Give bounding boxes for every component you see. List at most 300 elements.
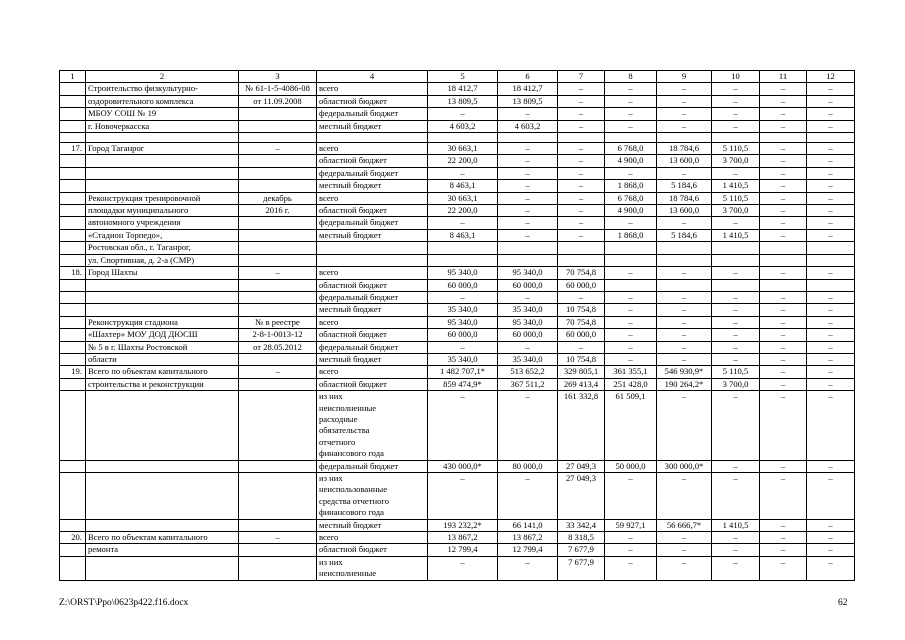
funding-source-cell bbox=[317, 133, 428, 143]
year-value-9-cell: – bbox=[657, 304, 712, 316]
year-value-10-cell: 3 700,0 bbox=[712, 378, 760, 390]
funding-source-cell: всего bbox=[317, 83, 428, 95]
year-value-9-cell: – bbox=[657, 341, 712, 353]
object-name-cell bbox=[86, 180, 239, 192]
year-value-12-cell: – bbox=[807, 532, 855, 544]
row-number-cell: 18. bbox=[60, 267, 86, 279]
funding-source-cell: всего bbox=[317, 143, 428, 155]
year-value-6-cell: 60 000,0 bbox=[498, 329, 558, 341]
total-value-cell: – bbox=[428, 108, 498, 120]
row-number-cell bbox=[60, 192, 86, 204]
object-name-cell bbox=[86, 519, 239, 531]
object-name-cell bbox=[86, 167, 239, 179]
year-value-10-cell bbox=[712, 242, 760, 254]
year-value-7-cell: 7 677,9 bbox=[558, 544, 605, 556]
total-value-cell: 4 603,2 bbox=[428, 120, 498, 132]
document-ref-cell bbox=[239, 353, 317, 365]
year-value-10-cell: – bbox=[712, 304, 760, 316]
year-value-11-cell: – bbox=[760, 519, 807, 531]
year-value-9-cell: – bbox=[657, 267, 712, 279]
funding-source-cell: областной бюджет bbox=[317, 378, 428, 390]
object-name-cell: ремонта bbox=[86, 544, 239, 556]
document-ref-cell: от 28.05.2012 bbox=[239, 341, 317, 353]
object-name-cell: Всего по объектам капитального bbox=[86, 366, 239, 378]
year-value-11-cell: – bbox=[760, 205, 807, 217]
year-value-12-cell: – bbox=[807, 229, 855, 241]
year-value-11-cell: – bbox=[760, 120, 807, 132]
year-value-6-cell: – bbox=[498, 229, 558, 241]
document-ref-cell bbox=[239, 167, 317, 179]
object-name-cell: Реконструкция тренировочной bbox=[86, 192, 239, 204]
object-name-cell bbox=[86, 460, 239, 472]
header-cell: 11 bbox=[760, 71, 807, 83]
year-value-8-cell bbox=[605, 254, 657, 266]
year-value-9-cell: 300 000,0* bbox=[657, 460, 712, 472]
object-name-cell: Строительство физкультурно- bbox=[86, 83, 239, 95]
year-value-8-cell: 61 509,1 bbox=[605, 391, 657, 460]
year-value-8-cell: – bbox=[605, 556, 657, 580]
year-value-6-cell: 66 141,0 bbox=[498, 519, 558, 531]
year-value-8-cell: – bbox=[605, 532, 657, 544]
row-number-cell bbox=[60, 329, 86, 341]
year-value-12-cell: – bbox=[807, 267, 855, 279]
funding-source-cell: областной бюджет bbox=[317, 544, 428, 556]
table-row bbox=[60, 205, 855, 217]
year-value-9-cell: – bbox=[657, 95, 712, 107]
year-value-6-cell: 4 603,2 bbox=[498, 120, 558, 132]
row-number-cell bbox=[60, 304, 86, 316]
row-number-cell bbox=[60, 341, 86, 353]
year-value-8-cell: – bbox=[605, 304, 657, 316]
year-value-7-cell: 329 805,1 bbox=[558, 366, 605, 378]
year-value-8-cell: – bbox=[605, 267, 657, 279]
year-value-10-cell bbox=[712, 279, 760, 291]
total-value-cell bbox=[428, 254, 498, 266]
year-value-11-cell: – bbox=[760, 316, 807, 328]
funding-source-cell: местный бюджет bbox=[317, 229, 428, 241]
row-number-cell bbox=[60, 556, 86, 580]
total-value-cell: 1 482 707,1* bbox=[428, 366, 498, 378]
year-value-7-cell: – bbox=[558, 120, 605, 132]
year-value-7-cell: – bbox=[558, 205, 605, 217]
object-name-cell: «Шахтер» МОУ ДОД ДЮСШ bbox=[86, 329, 239, 341]
table-row bbox=[60, 341, 855, 353]
year-value-11-cell: – bbox=[760, 353, 807, 365]
row-number-cell bbox=[60, 95, 86, 107]
row-number-cell bbox=[60, 108, 86, 120]
year-value-7-cell: 27 049,3 bbox=[558, 460, 605, 472]
year-value-10-cell: – bbox=[712, 316, 760, 328]
year-value-8-cell: 6 768,0 bbox=[605, 143, 657, 155]
year-value-6-cell: 95 340,0 bbox=[498, 267, 558, 279]
table-row bbox=[60, 532, 855, 544]
year-value-6-cell: – bbox=[498, 291, 558, 303]
year-value-8-cell: 251 428,0 bbox=[605, 378, 657, 390]
table-row bbox=[60, 242, 855, 254]
year-value-7-cell: – bbox=[558, 167, 605, 179]
year-value-11-cell: – bbox=[760, 192, 807, 204]
table-row bbox=[60, 167, 855, 179]
total-value-cell: 8 463,1 bbox=[428, 229, 498, 241]
document-ref-cell: 2016 г. bbox=[239, 205, 317, 217]
document-ref-cell bbox=[239, 391, 317, 460]
row-number-cell bbox=[60, 133, 86, 143]
funding-source-cell bbox=[317, 254, 428, 266]
table-row bbox=[60, 192, 855, 204]
table-row bbox=[60, 83, 855, 95]
object-name-cell bbox=[86, 556, 239, 580]
object-name-cell: оздоровительного комплекса bbox=[86, 95, 239, 107]
year-value-8-cell: – bbox=[605, 167, 657, 179]
year-value-9-cell: – bbox=[657, 167, 712, 179]
footer-file-path: Z:\ORST\Ppo\0623p422.f16.docx bbox=[59, 598, 189, 608]
funding-source-cell: федеральный бюджет bbox=[317, 341, 428, 353]
funding-source-cell bbox=[317, 242, 428, 254]
header-cell: 5 bbox=[428, 71, 498, 83]
year-value-10-cell: – bbox=[712, 473, 760, 520]
table-row bbox=[60, 460, 855, 472]
table-row bbox=[60, 391, 855, 460]
funding-source-cell: федеральный бюджет bbox=[317, 217, 428, 229]
row-number-cell bbox=[60, 279, 86, 291]
year-value-11-cell: – bbox=[760, 217, 807, 229]
year-value-11-cell: – bbox=[760, 532, 807, 544]
object-name-cell bbox=[86, 304, 239, 316]
document-ref-cell bbox=[239, 378, 317, 390]
year-value-11-cell: – bbox=[760, 291, 807, 303]
document-ref-cell: от 11.09.2008 bbox=[239, 95, 317, 107]
object-name-cell: Всего по объектам капитального bbox=[86, 532, 239, 544]
object-name-cell: ул. Спортивная, д. 2-а (СМР) bbox=[86, 254, 239, 266]
year-value-11-cell: – bbox=[760, 366, 807, 378]
table-row bbox=[60, 556, 855, 580]
funding-source-cell: всего bbox=[317, 267, 428, 279]
document-ref-cell bbox=[239, 108, 317, 120]
total-value-cell: 193 232,2* bbox=[428, 519, 498, 531]
year-value-6-cell bbox=[498, 242, 558, 254]
year-value-12-cell: – bbox=[807, 519, 855, 531]
year-value-10-cell: – bbox=[712, 391, 760, 460]
document-ref-cell: № в реестре bbox=[239, 316, 317, 328]
object-name-cell bbox=[86, 133, 239, 143]
total-value-cell: 430 000,0* bbox=[428, 460, 498, 472]
year-value-12-cell: – bbox=[807, 143, 855, 155]
footer-page-number: 62 bbox=[838, 598, 848, 608]
document-ref-cell bbox=[239, 242, 317, 254]
document-ref-cell bbox=[239, 460, 317, 472]
year-value-10-cell: 3 700,0 bbox=[712, 205, 760, 217]
year-value-12-cell: – bbox=[807, 473, 855, 520]
year-value-10-cell: – bbox=[712, 267, 760, 279]
table-row bbox=[60, 279, 855, 291]
year-value-12-cell: – bbox=[807, 217, 855, 229]
object-name-cell bbox=[86, 279, 239, 291]
year-value-6-cell: – bbox=[498, 167, 558, 179]
year-value-9-cell: – bbox=[657, 316, 712, 328]
table-row bbox=[60, 316, 855, 328]
row-number-cell bbox=[60, 460, 86, 472]
total-value-cell: – bbox=[428, 167, 498, 179]
year-value-11-cell: – bbox=[760, 378, 807, 390]
year-value-11-cell: – bbox=[760, 95, 807, 107]
year-value-12-cell: – bbox=[807, 544, 855, 556]
document-ref-cell: – bbox=[239, 532, 317, 544]
year-value-11-cell: – bbox=[760, 544, 807, 556]
header-cell: 12 bbox=[807, 71, 855, 83]
table-row bbox=[60, 95, 855, 107]
funding-source-cell: всего bbox=[317, 316, 428, 328]
row-number-cell bbox=[60, 391, 86, 460]
year-value-10-cell: 5 110,5 bbox=[712, 192, 760, 204]
header-cell: 9 bbox=[657, 71, 712, 83]
object-name-cell: Ростовская обл., г. Таганрог, bbox=[86, 242, 239, 254]
year-value-11-cell: – bbox=[760, 267, 807, 279]
year-value-7-cell: 10 754,8 bbox=[558, 353, 605, 365]
year-value-12-cell: – bbox=[807, 378, 855, 390]
row-number-cell bbox=[60, 167, 86, 179]
table-row bbox=[60, 519, 855, 531]
year-value-8-cell: – bbox=[605, 544, 657, 556]
year-value-12-cell: – bbox=[807, 316, 855, 328]
total-value-cell: 95 340,0 bbox=[428, 267, 498, 279]
row-number-cell bbox=[60, 120, 86, 132]
year-value-7-cell: 60 000,0 bbox=[558, 279, 605, 291]
year-value-10-cell: 5 110,5 bbox=[712, 366, 760, 378]
year-value-12-cell bbox=[807, 254, 855, 266]
year-value-10-cell: 5 110,5 bbox=[712, 143, 760, 155]
row-number-cell bbox=[60, 316, 86, 328]
year-value-7-cell: 161 332,8 bbox=[558, 391, 605, 460]
year-value-6-cell: – bbox=[498, 108, 558, 120]
year-value-7-cell: 27 049,3 bbox=[558, 473, 605, 520]
funding-source-cell: областной бюджет bbox=[317, 205, 428, 217]
year-value-12-cell bbox=[807, 242, 855, 254]
table-row bbox=[60, 329, 855, 341]
total-value-cell: 35 340,0 bbox=[428, 353, 498, 365]
year-value-9-cell bbox=[657, 242, 712, 254]
year-value-7-cell: – bbox=[558, 192, 605, 204]
year-value-10-cell: – bbox=[712, 83, 760, 95]
year-value-6-cell: 35 340,0 bbox=[498, 304, 558, 316]
document-ref-cell: № 61-1-5-4086-08 bbox=[239, 83, 317, 95]
year-value-7-cell: – bbox=[558, 341, 605, 353]
row-number-cell bbox=[60, 83, 86, 95]
table-row bbox=[60, 353, 855, 365]
year-value-11-cell: – bbox=[760, 167, 807, 179]
year-value-10-cell: – bbox=[712, 329, 760, 341]
header-cell: 3 bbox=[239, 71, 317, 83]
funding-source-cell: местный бюджет bbox=[317, 304, 428, 316]
year-value-8-cell bbox=[605, 279, 657, 291]
year-value-11-cell: – bbox=[760, 460, 807, 472]
year-value-7-cell bbox=[558, 242, 605, 254]
table-row bbox=[60, 217, 855, 229]
object-name-cell: № 5 в г. Шахты Ростовской bbox=[86, 341, 239, 353]
year-value-7-cell: – bbox=[558, 217, 605, 229]
total-value-cell: 60 000,0 bbox=[428, 279, 498, 291]
year-value-9-cell: – bbox=[657, 556, 712, 580]
year-value-8-cell: – bbox=[605, 341, 657, 353]
year-value-7-cell: – bbox=[558, 180, 605, 192]
year-value-9-cell: 546 930,9* bbox=[657, 366, 712, 378]
year-value-7-cell: – bbox=[558, 95, 605, 107]
row-number-cell bbox=[60, 353, 86, 365]
year-value-6-cell: 13 867,2 bbox=[498, 532, 558, 544]
object-name-cell: строительства и реконструкции bbox=[86, 378, 239, 390]
year-value-9-cell: 18 784,6 bbox=[657, 143, 712, 155]
year-value-12-cell: – bbox=[807, 353, 855, 365]
year-value-6-cell: 95 340,0 bbox=[498, 316, 558, 328]
header-cell: 4 bbox=[317, 71, 428, 83]
object-name-cell bbox=[86, 291, 239, 303]
year-value-11-cell: – bbox=[760, 108, 807, 120]
year-value-11-cell: – bbox=[760, 83, 807, 95]
year-value-7-cell bbox=[558, 254, 605, 266]
total-value-cell bbox=[428, 242, 498, 254]
total-value-cell: 8 463,1 bbox=[428, 180, 498, 192]
year-value-6-cell: 13 809,5 bbox=[498, 95, 558, 107]
year-value-9-cell: – bbox=[657, 473, 712, 520]
document-ref-cell: – bbox=[239, 366, 317, 378]
object-name-cell: автономного учреждения bbox=[86, 217, 239, 229]
year-value-6-cell: 12 799,4 bbox=[498, 544, 558, 556]
year-value-12-cell: – bbox=[807, 108, 855, 120]
object-name-cell: области bbox=[86, 353, 239, 365]
total-value-cell: 13 867,2 bbox=[428, 532, 498, 544]
year-value-9-cell: – bbox=[657, 532, 712, 544]
document-ref-cell: декабрь bbox=[239, 192, 317, 204]
year-value-9-cell: 13 600,0 bbox=[657, 155, 712, 167]
year-value-6-cell bbox=[498, 254, 558, 266]
year-value-7-cell: 70 754,8 bbox=[558, 267, 605, 279]
row-number-cell bbox=[60, 254, 86, 266]
year-value-10-cell bbox=[712, 254, 760, 266]
year-value-9-cell: – bbox=[657, 83, 712, 95]
year-value-10-cell: – bbox=[712, 120, 760, 132]
year-value-7-cell: – bbox=[558, 155, 605, 167]
year-value-8-cell: – bbox=[605, 316, 657, 328]
header-cell: 10 bbox=[712, 71, 760, 83]
header-cell: 6 bbox=[498, 71, 558, 83]
year-value-11-cell bbox=[760, 242, 807, 254]
document-ref-cell bbox=[239, 155, 317, 167]
year-value-9-cell: 5 184,6 bbox=[657, 180, 712, 192]
year-value-12-cell: – bbox=[807, 95, 855, 107]
table-row bbox=[60, 544, 855, 556]
year-value-7-cell bbox=[558, 133, 605, 143]
year-value-8-cell: 6 768,0 bbox=[605, 192, 657, 204]
year-value-11-cell: – bbox=[760, 155, 807, 167]
total-value-cell: – bbox=[428, 341, 498, 353]
total-value-cell: – bbox=[428, 217, 498, 229]
year-value-9-cell bbox=[657, 279, 712, 291]
year-value-9-cell: – bbox=[657, 108, 712, 120]
year-value-12-cell: – bbox=[807, 205, 855, 217]
total-value-cell: 60 000,0 bbox=[428, 329, 498, 341]
row-number-cell bbox=[60, 205, 86, 217]
document-ref-cell bbox=[239, 556, 317, 580]
year-value-8-cell: 4 900,0 bbox=[605, 155, 657, 167]
object-name-cell bbox=[86, 155, 239, 167]
funding-source-cell: областной бюджет bbox=[317, 155, 428, 167]
year-value-6-cell: – bbox=[498, 155, 558, 167]
object-name-cell: Город Таганрог bbox=[86, 143, 239, 155]
year-value-9-cell: – bbox=[657, 353, 712, 365]
year-value-11-cell bbox=[760, 133, 807, 143]
year-value-10-cell: – bbox=[712, 353, 760, 365]
year-value-7-cell: 33 342,4 bbox=[558, 519, 605, 531]
year-value-9-cell bbox=[657, 133, 712, 143]
table-row bbox=[60, 304, 855, 316]
year-value-6-cell: – bbox=[498, 180, 558, 192]
year-value-11-cell bbox=[760, 279, 807, 291]
funding-source-cell: федеральный бюджет bbox=[317, 291, 428, 303]
year-value-7-cell: 70 754,8 bbox=[558, 316, 605, 328]
year-value-12-cell: – bbox=[807, 192, 855, 204]
year-value-10-cell: 3 700,0 bbox=[712, 155, 760, 167]
year-value-7-cell: 8 318,5 bbox=[558, 532, 605, 544]
total-value-cell: 35 340,0 bbox=[428, 304, 498, 316]
table-row bbox=[60, 473, 855, 520]
year-value-12-cell bbox=[807, 133, 855, 143]
year-value-8-cell: 361 355,1 bbox=[605, 366, 657, 378]
object-name-cell: «Стадион Торпедо», bbox=[86, 229, 239, 241]
year-value-10-cell: – bbox=[712, 167, 760, 179]
year-value-9-cell: – bbox=[657, 217, 712, 229]
header-cell: 7 bbox=[558, 71, 605, 83]
object-name-cell: Реконструкция стадиона bbox=[86, 316, 239, 328]
row-number-cell: 19. bbox=[60, 366, 86, 378]
year-value-7-cell: – bbox=[558, 143, 605, 155]
year-value-12-cell: – bbox=[807, 366, 855, 378]
year-value-10-cell: 1 410,5 bbox=[712, 519, 760, 531]
table-row bbox=[60, 267, 855, 279]
row-number-cell bbox=[60, 291, 86, 303]
total-value-cell: – bbox=[428, 556, 498, 580]
year-value-7-cell: 10 754,8 bbox=[558, 304, 605, 316]
year-value-7-cell: – bbox=[558, 291, 605, 303]
document-ref-cell bbox=[239, 473, 317, 520]
year-value-8-cell: 1 868,0 bbox=[605, 180, 657, 192]
document-ref-cell bbox=[239, 120, 317, 132]
year-value-8-cell: – bbox=[605, 108, 657, 120]
year-value-10-cell: 1 410,5 bbox=[712, 229, 760, 241]
funding-source-cell: областной бюджет bbox=[317, 279, 428, 291]
year-value-6-cell: 35 340,0 bbox=[498, 353, 558, 365]
row-number-cell bbox=[60, 544, 86, 556]
year-value-6-cell: – bbox=[498, 473, 558, 520]
year-value-10-cell: – bbox=[712, 217, 760, 229]
year-value-8-cell: – bbox=[605, 83, 657, 95]
year-value-11-cell: – bbox=[760, 143, 807, 155]
document-ref-cell bbox=[239, 544, 317, 556]
year-value-6-cell: 80 000,0 bbox=[498, 460, 558, 472]
year-value-12-cell bbox=[807, 279, 855, 291]
object-name-cell: Город Шахты bbox=[86, 267, 239, 279]
table-row bbox=[60, 229, 855, 241]
year-value-11-cell: – bbox=[760, 391, 807, 460]
row-number-cell bbox=[60, 180, 86, 192]
funding-source-cell: всего bbox=[317, 192, 428, 204]
document-ref-cell bbox=[239, 229, 317, 241]
total-value-cell: – bbox=[428, 291, 498, 303]
total-value-cell: 30 663,1 bbox=[428, 192, 498, 204]
document-ref-cell bbox=[239, 254, 317, 266]
year-value-11-cell: – bbox=[760, 229, 807, 241]
table-row bbox=[60, 291, 855, 303]
year-value-9-cell: – bbox=[657, 329, 712, 341]
year-value-9-cell: – bbox=[657, 391, 712, 460]
